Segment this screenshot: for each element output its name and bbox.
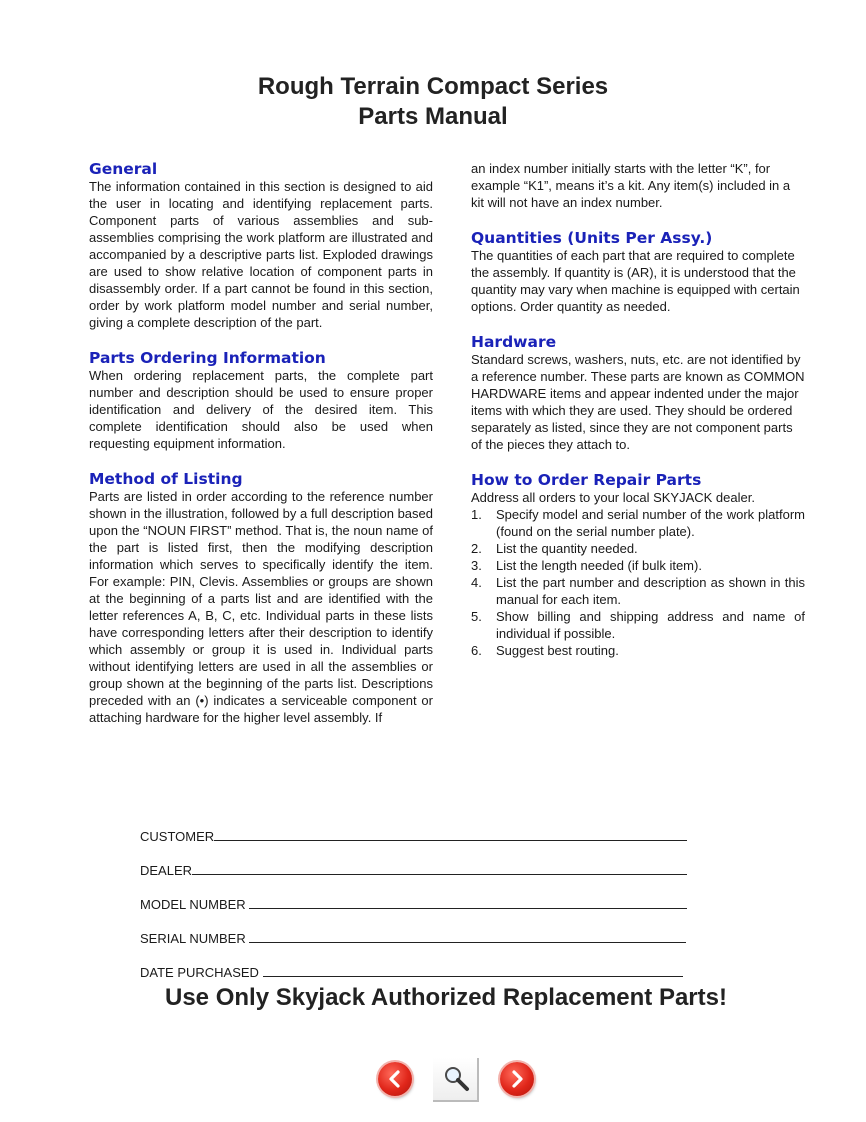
magnifier-icon <box>442 1065 470 1093</box>
method-of-listing-continued: an index number initially starts with the letter “K”, for example “K1”, means it’s a kit. Any item(s) included in a kit will not have an index number. <box>471 161 791 210</box>
serial-number-label: SERIAL NUMBER <box>140 931 250 946</box>
page-title <box>0 72 866 132</box>
list-item <box>471 642 805 659</box>
quantities-heading: Quantities (Units Per Assy.) <box>471 229 713 247</box>
dealer-field <box>140 844 700 878</box>
search-button[interactable] <box>433 1058 479 1102</box>
step-text: Suggest best routing. <box>496 643 619 658</box>
arrow-right-icon <box>507 1069 527 1089</box>
date-purchased-fill-line[interactable] <box>263 976 683 977</box>
quantities-text: The quantities of each part that are required to complete the assembly. If quantity is (AR), it is understood that the quantity may vary when machine is equipped with certain options. Order quantity as needed. <box>471 248 800 314</box>
dealer-fill-line[interactable] <box>192 874 687 875</box>
step-number: 1. <box>471 507 482 522</box>
general-heading: General <box>89 160 158 178</box>
customer-field <box>140 810 700 844</box>
customer-fill-line[interactable] <box>214 840 687 841</box>
title-line-1: Rough Terrain Compact Series <box>257 73 609 100</box>
page-navigation <box>0 1058 866 1102</box>
customer-label: CUSTOMER <box>140 829 215 844</box>
model-number-fill-line[interactable] <box>249 908 687 909</box>
serial-number-field <box>140 912 700 946</box>
right-column <box>471 160 805 659</box>
list-item <box>471 557 805 574</box>
dealer-label: DEALER <box>140 863 193 878</box>
how-to-order-intro: Address all orders to your local SKYJACK dealer. <box>471 490 755 505</box>
serial-number-fill-line[interactable] <box>249 942 686 943</box>
how-to-order-heading: How to Order Repair Parts <box>471 471 702 489</box>
title-line-2: Parts Manual <box>358 103 508 130</box>
list-item <box>471 574 805 608</box>
authorized-parts-slogan: Use Only Skyjack Authorized Replacement Parts! <box>165 984 727 1011</box>
step-number: 5. <box>471 609 482 624</box>
method-of-listing-heading: Method of Listing <box>89 470 243 488</box>
customer-info-form <box>140 810 700 980</box>
list-item <box>471 608 805 642</box>
arrow-left-icon <box>385 1069 405 1089</box>
step-number: 2. <box>471 541 482 556</box>
model-number-field <box>140 878 700 912</box>
step-text: List the length needed (if bulk item). <box>496 558 702 573</box>
step-text: Show billing and shipping address and name of individual if possible. <box>496 609 805 641</box>
hardware-text: Standard screws, washers, nuts, etc. are not identified by a reference number. These parts are known as COMMON HARDWARE items and appear indented under the major items with which they are used. They should be ordered separately as listed, since they are not component parts of the pieces they attach to. <box>471 352 805 452</box>
parts-ordering-heading: Parts Ordering Information <box>89 349 326 367</box>
parts-ordering-text: When ordering replacement parts, the complete part number and description should be used to ensure proper identification and delivery of the desired item. This complete identification should also be used when requesting equipment information. <box>89 368 433 451</box>
previous-page-button[interactable] <box>378 1062 412 1096</box>
list-item <box>471 540 805 557</box>
next-page-button[interactable] <box>500 1062 534 1096</box>
step-number: 3. <box>471 558 482 573</box>
general-text: The information contained in this section is designed to aid the user in locating and identifying replacement parts. Component parts of various assemblies and sub-assemblies comprising the work platform are illustrated and accompanied by a descriptive parts list. Exploded drawings are used to show relative location of component parts in disassembly order. If a part cannot be found in this section, order by work platform model number and serial number, giving a complete description of the part. <box>89 179 433 330</box>
order-steps-list <box>471 506 805 659</box>
list-item <box>471 506 805 540</box>
method-of-listing-text: Parts are listed in order according to the reference number shown in the illustration, followed by a full description based upon the “NOUN FIRST” method. That is, the noun name of the part is listed first, then the modifying description information which serves to specifically identify the item. For example: PIN, Clevis. Assemblies or groups are shown at the beginning of a parts list and are identified with the letter references A, B, C, etc. Individual parts in these lists have corresponding letters after their description to identify which assembly or group it is used in. Individual parts without identifying letters are used in all the assemblies or group shown at the beginning of the parts list. Descriptions preceded with an (•) indicates a serviceable component or attaching hardware for the higher level assembly. If <box>89 489 433 725</box>
hardware-heading: Hardware <box>471 333 557 351</box>
step-text: Specify model and serial number of the work platform (found on the serial number plate). <box>496 507 805 539</box>
step-text: List the part number and description as shown in this manual for each item. <box>496 575 805 607</box>
left-column <box>89 160 433 726</box>
date-purchased-field <box>140 946 700 980</box>
step-number: 4. <box>471 575 482 590</box>
step-text: List the quantity needed. <box>496 541 638 556</box>
model-number-label: MODEL NUMBER <box>140 897 250 912</box>
step-number: 6. <box>471 643 482 658</box>
date-purchased-label: DATE PURCHASED <box>140 965 263 980</box>
